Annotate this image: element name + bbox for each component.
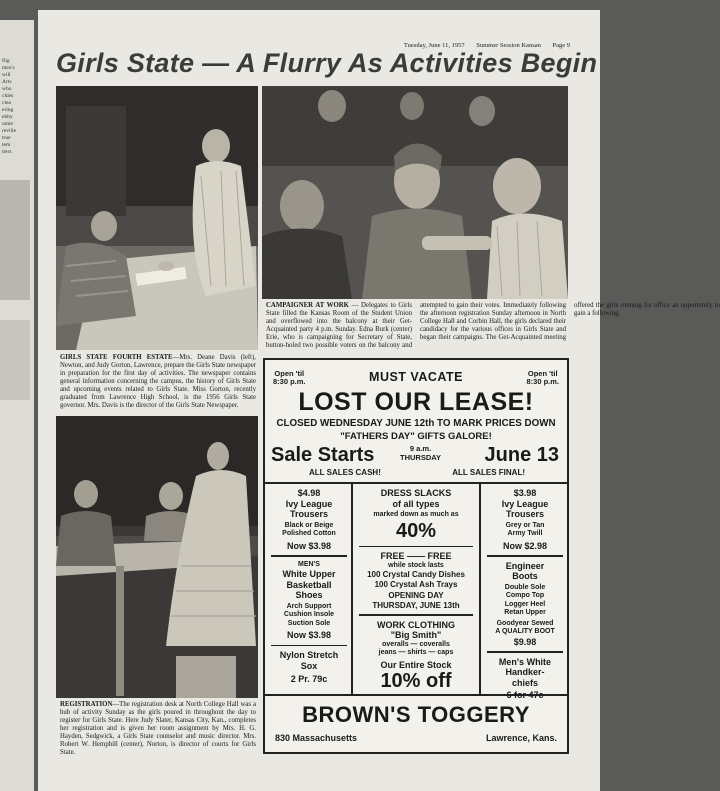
mid-divider <box>359 546 473 548</box>
right-desc2-line2: Compo Top <box>505 592 545 599</box>
browns-toggery-ad <box>263 358 569 754</box>
closed-notice: CLOSED WEDNESDAY JUNE 12th TO MARK PRICES DOWN <box>276 418 556 429</box>
open-right-line1: Open 'til <box>527 369 558 378</box>
previous-page-fragment: ckles <box>2 93 14 99</box>
right-item2-line2: Boots <box>512 571 538 581</box>
right-item3-line3: chiefs <box>511 677 538 688</box>
left-item2-line2: Basketball <box>286 579 332 590</box>
sale-time-day: THURSDAY <box>400 453 441 462</box>
left-item1-line2: Trousers <box>289 509 329 519</box>
caption-registration-lead: REGISTRATION <box>60 701 113 708</box>
mid-candy-line1: 100 Crystal Candy Dishes <box>367 570 465 579</box>
mid-opening-line1: OPENING DAY <box>388 591 444 600</box>
ad-divider <box>265 482 567 484</box>
mid-while: while stock lasts <box>388 561 444 569</box>
previous-page-fragment: omie <box>2 121 13 127</box>
mid-slacks-line1: DRESS SLACKS <box>380 488 452 498</box>
left-price3: 2 Pr. 79c <box>290 674 328 684</box>
sale-date: June 13 <box>484 444 559 466</box>
ad-middle-column <box>355 488 477 692</box>
right-desc1-line1: Grey or Tan <box>505 521 545 529</box>
sale-time <box>400 444 441 462</box>
right-desc2-line3: Logger Heel <box>504 600 546 608</box>
open-right-line2: 8:30 p.m. <box>526 377 559 386</box>
previous-page-photo <box>0 180 30 300</box>
right-item3-line2: Handker- <box>505 667 545 677</box>
open-left-line2: 8:30 p.m. <box>273 377 306 386</box>
mid-opening-line2: THURSDAY, JUNE 13th <box>372 600 460 610</box>
left-item2-line1: White Upper <box>282 569 336 579</box>
right-divider <box>487 555 563 557</box>
sale-time-hour: 9 a.m. <box>409 444 432 453</box>
right-desc2-line1: Double Sole <box>504 583 546 591</box>
right-item1-line2: Trousers <box>505 509 545 519</box>
previous-page-fragment: ering <box>2 107 14 113</box>
right-now1: Now $2.98 <box>502 540 548 551</box>
caption-campaigner-body: — Delegates to Girls State filled the Kansas Room of the Student Union and overflowed into the balcony at their Get-Acquainted party 4 p.m. Sunday. Edna Burk (center) Erie, who is campaigning for Secretary of State, button-holed two possible voters on the balcony and attempted to gain their votes. Immediately following the afternoon registration Sunday afternoon in North College Hall and Corbin Hall, the girls declared their candidacy for the various offices in Girls State and began their campaigns. The Get-Acquainted meeting offered the girls running for office an opportunity to gain a following. <box>266 302 720 349</box>
mid-pct1: 40% <box>395 519 437 542</box>
right-goodyear-line1: Goodyear Sewed <box>496 619 554 627</box>
ad-left-column <box>267 488 351 685</box>
caption-estate-lead: GIRLS STATE FOURTH ESTATE <box>60 354 173 361</box>
previous-page-fragment: Arts <box>2 79 12 85</box>
mid-candy-line2: 100 Crystal Ash Trays <box>374 579 458 589</box>
previous-page-fragment: true <box>2 135 11 141</box>
left-item3-line1: Nylon Stretch <box>279 650 339 660</box>
mid-free: FREE —— FREE <box>380 551 452 561</box>
caption-fourth-estate <box>60 354 256 412</box>
all-sales-cash: ALL SALES CASH! <box>309 468 381 477</box>
previous-page-fragment: reville <box>2 128 17 134</box>
previous-page-fragment: tters <box>2 149 12 155</box>
store-address: 830 Massachusetts <box>275 733 358 743</box>
fathers-day-gifts: "FATHERS DAY" GIFTS GALORE! <box>340 431 492 442</box>
photo-fourth-estate <box>56 86 258 350</box>
left-divider <box>271 645 347 647</box>
header-date: Tuesday, June 11, 1957 <box>403 42 465 49</box>
mid-slacks-line2: of all types <box>392 498 440 509</box>
ad-column-divider <box>479 484 481 694</box>
right-goodyear-line2: A QUALITY BOOT <box>495 628 555 635</box>
left-price1: $4.98 <box>297 488 321 498</box>
caption-estate-body: —Mrs. Deane Davis (left), Newton, and Judy Gorton, Lawrence, prepare the Girls State newspaper in preparation for the first day of activities. The newspaper contains general information concerning the campus, the history of Girls State and upcoming events related to Girls State. Miss Gorton, recently graduated from Lawrence High School, is the 1956 Girls State governor. Mrs. Davis is the director of the Girls State Newspaper. <box>60 354 257 409</box>
page-headline: Girls State — A Flurry As Activities Begin <box>56 48 598 78</box>
mid-marked: marked down as much as <box>373 511 459 518</box>
caption-registration-body: —The registration desk at North College Hall was a hub of activity Sunday as the girls poured in throughout the day to register for Girls State. Here Judy Slater, Kansas City, Kan., completes her registration and is given her room assignment by Mrs. H. G. Hayden, Sedgwick, a Girls State counselor and music director. Mrs. Robert W. Hemphill (center), Norton, is director of courts for Girls State. <box>60 701 256 756</box>
mid-work-items-line2: jeans — shirts — caps <box>378 649 454 656</box>
previous-page-fragment: who <box>2 86 12 92</box>
right-desc2-line4: Retan Upper <box>504 609 546 616</box>
left-desc1-line1: Black or Beige <box>284 521 334 529</box>
previous-page-strip <box>0 20 34 791</box>
previous-page-fragments <box>0 20 34 156</box>
previous-page-photo <box>0 320 30 400</box>
right-desc1-line2: Army Twill <box>507 530 543 537</box>
mid-work-line1: WORK CLOTHING <box>377 619 455 630</box>
photo-campaigner <box>262 86 568 299</box>
must-vacate: MUST VACATE <box>369 370 463 384</box>
open-hours-right <box>526 370 559 386</box>
open-left-line1: Open 'til <box>274 369 305 378</box>
ad-column-divider <box>351 484 353 694</box>
left-desc2-line3: Suction Sole <box>287 619 331 627</box>
left-item3-line2: Sox <box>300 660 318 671</box>
previous-page-fragment: ebby <box>2 114 13 120</box>
left-now2: Now $3.98 <box>286 630 332 640</box>
caption-campaigner <box>266 302 720 356</box>
right-price3: 6 for 47c <box>506 690 544 700</box>
right-divider <box>487 651 563 653</box>
mid-pct2: 10% off <box>380 670 452 692</box>
header-page: Page 9 <box>552 42 570 49</box>
left-desc2-line2: Cushion Insole <box>283 611 335 618</box>
header-paper: Summer Session Kansan <box>476 42 541 49</box>
left-divider <box>271 555 347 557</box>
previous-page-fragment: flig <box>2 58 10 64</box>
all-sales-final: ALL SALES FINAL! <box>452 468 525 477</box>
left-now1: Now $3.98 <box>286 540 332 551</box>
right-item3-line1: Men's White <box>498 656 552 667</box>
previous-page-fragment: tem <box>2 142 11 148</box>
mid-divider <box>359 614 473 616</box>
store-city: Lawrence, Kans. <box>485 733 557 743</box>
mid-work-line2: "Big Smith" <box>390 630 442 640</box>
right-price2: $9.98 <box>513 636 537 647</box>
left-item1-line1: Ivy League <box>285 498 333 509</box>
previous-page-fragment: clea <box>2 100 11 106</box>
previous-page-fragment: will <box>2 72 11 78</box>
right-price1: $3.98 <box>513 488 537 498</box>
sale-starts: Sale Starts <box>271 444 375 466</box>
right-item2-line1: Engineer <box>505 560 545 571</box>
previous-page-fragment: men's <box>2 65 15 71</box>
left-mens: MEN'S <box>298 560 320 568</box>
photo-registration <box>56 416 258 698</box>
right-item1-line1: Ivy League <box>501 498 549 509</box>
caption-registration <box>60 701 256 761</box>
left-item2-line3: Shoes <box>295 590 323 600</box>
store-name: BROWN'S TOGGERY <box>302 702 530 727</box>
left-desc1-line2: Polished Cotton <box>282 530 336 537</box>
lost-our-lease: LOST OUR LEASE! <box>298 388 534 416</box>
ad-right-column <box>483 488 567 701</box>
left-desc2-line1: Arch Support <box>286 602 332 610</box>
caption-campaigner-lead: CAMPAIGNER AT WORK <box>266 302 349 309</box>
mid-entire: Our Entire Stock <box>380 659 452 670</box>
mid-work-items-line1: overalls — coveralls <box>382 640 450 648</box>
